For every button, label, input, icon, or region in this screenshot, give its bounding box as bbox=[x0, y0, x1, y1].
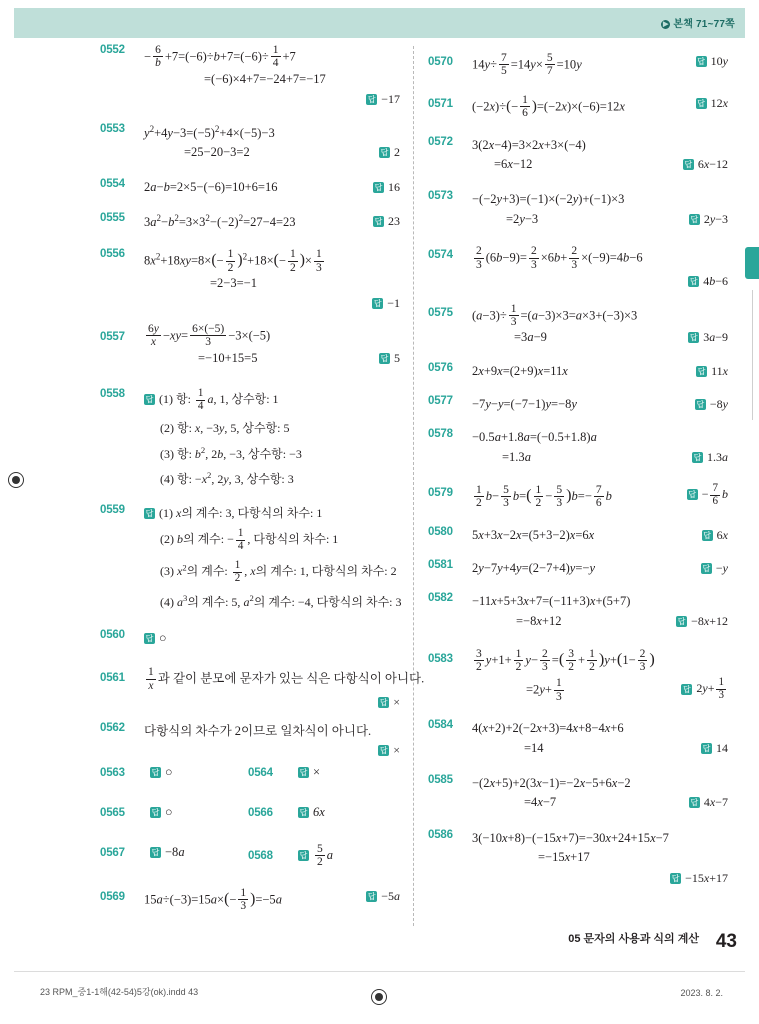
answer-badge: 답 bbox=[145, 395, 154, 405]
item-body: $\frac{2}{3}$ (6b−9)= $\frac{2}{3}$ ×6b+ $\frac{2}{3}$ ×(−9)=4b−6 답 4b−6 bbox=[476, 245, 728, 288]
answer-badge: 답 bbox=[702, 563, 711, 573]
answer-badge: 답 bbox=[145, 633, 154, 643]
answer-badge: 답 bbox=[380, 148, 389, 158]
item-body: $8x^2+18xy=8\times(-$ $\frac{1}{2}$ )$^2$+18×(− $\frac{1}{2}$ )× $\frac{1}{3}$ =2−3=−1 답 −1 bbox=[144, 248, 400, 311]
item-number: 0583 bbox=[428, 653, 453, 666]
solution-item bbox=[428, 136, 728, 175]
header-reference: ▶ 본책 71~77쪽 bbox=[663, 19, 735, 30]
item-number: 0568 bbox=[248, 850, 273, 863]
item-body: $\frac{3}{2}$ y+1+ $\frac{1}{2}$ y− $\frac{2}{3}$ =( $\frac{3}{2}$ + $\frac{1}{2}$ )y+(1− $\frac{2}{3}$ ) =2y+ $\frac{1}{3}$ 답 2y+ $\frac{1}{3}$ bbox=[476, 647, 724, 703]
item-body: − $\frac{6}{b}$ +7=(−6)÷b+7=(−6)÷ $\frac{1}{4}$ +7 =(−6)×4+7=−24+7=−17 답 −17 bbox=[144, 44, 400, 107]
item-number: 0558 bbox=[100, 388, 125, 401]
solution-item bbox=[100, 44, 400, 109]
item-body: 2y−7y+4y=(2−7+4)y=−y 답 −y bbox=[472, 560, 728, 575]
answer-badge: 답 bbox=[688, 490, 697, 500]
answer-badge: 답 bbox=[151, 848, 160, 858]
item-number: 0575 bbox=[428, 306, 453, 319]
answer-badge: 답 bbox=[151, 808, 160, 818]
item-body: 3(2x−4)=3×2x+3×(−4) =6x−12 답 6x−12 bbox=[472, 137, 728, 171]
item-number: 0574 bbox=[428, 249, 453, 262]
answer-badge: 답 bbox=[373, 299, 382, 309]
item-body: 2a−b=2×5−(−6)=10+6=16 답 16 bbox=[144, 180, 400, 195]
item-body: −7y−y=(−7−1)y=−8y 답 −8y bbox=[472, 397, 728, 412]
item-number: 0579 bbox=[428, 487, 453, 500]
right-column bbox=[428, 44, 728, 897]
registration-mark-bottom bbox=[371, 989, 387, 1005]
solution-item bbox=[100, 721, 400, 758]
side-tab-marker bbox=[745, 247, 759, 279]
item-body: 15a÷(−3)=15a×(− $\frac{1}{3}$ )=−5a 답 −5a bbox=[144, 887, 400, 913]
item-number: 0566 bbox=[248, 807, 273, 820]
item-number: 0582 bbox=[428, 592, 453, 605]
answer-badge: 답 bbox=[696, 400, 705, 410]
item-body: −0.5a+1.8a=(−0.5+1.8)a =1.3a 답 1.3a bbox=[472, 430, 728, 464]
answer-badge: 답 bbox=[697, 366, 706, 376]
answer-badge: 답 bbox=[697, 98, 706, 108]
solution-item bbox=[428, 52, 728, 78]
item-number: 0553 bbox=[100, 122, 125, 135]
item-body: −(−2y+3)=(−1)×(−2y)+(−1)×3 =2y−3 답 2y−3 bbox=[472, 192, 728, 226]
solution-item bbox=[428, 303, 728, 348]
item-number: 0577 bbox=[428, 395, 453, 408]
solution-item bbox=[428, 526, 728, 545]
solution-item bbox=[428, 592, 728, 631]
answer-badge: 답 bbox=[684, 160, 693, 169]
item-number: 0567 bbox=[100, 847, 125, 860]
solution-item bbox=[428, 559, 728, 578]
answer-badge: 답 bbox=[299, 851, 308, 861]
answer-badge: 답 bbox=[380, 353, 389, 363]
item-body: 5x+3x−2x=(5+3−2)x=6x 답 6x bbox=[472, 527, 728, 542]
item-body: $\frac{6y}{x}$ −xy= $\frac{6\times(-5)}{3}$ −3×(−5) =−10+15=5 답 5 bbox=[148, 322, 400, 365]
item-number: 0561 bbox=[100, 672, 125, 685]
solution-item bbox=[428, 362, 728, 381]
answer-badge: 답 bbox=[703, 530, 712, 540]
solution-item bbox=[100, 248, 400, 313]
answer-badge: 답 bbox=[379, 746, 388, 756]
solution-item bbox=[428, 428, 728, 467]
answer-badge: 답 bbox=[145, 509, 154, 519]
answer-badge: 답 bbox=[677, 616, 686, 626]
item-number: 0572 bbox=[428, 135, 453, 148]
solution-item-pair: 0565 답 ○ 0566 답 6x bbox=[100, 805, 325, 820]
item-body: 2x+9x=(2+9)x=11x 답 11x bbox=[472, 363, 728, 378]
item-body: 4(x+2)+2(−2x+3)=4x+8−4x+6 =14 답 14 bbox=[472, 721, 728, 755]
item-number: 0571 bbox=[428, 97, 453, 110]
item-body: 다항식의 차수가 2이므로 일차식이 아니다. 답 × bbox=[144, 723, 400, 758]
item-body: (−2x)÷(− $\frac{1}{6}$ )=(−2x)×(−6)=12x 답 12x bbox=[472, 93, 728, 120]
item-number: 0562 bbox=[100, 721, 125, 734]
answer-badge: 답 bbox=[702, 743, 711, 753]
answer-badge: 답 bbox=[151, 768, 160, 778]
item-body: 답 ○ bbox=[145, 630, 167, 645]
item-number: 0585 bbox=[428, 774, 453, 787]
solution-item bbox=[100, 178, 400, 197]
item-number: 0570 bbox=[428, 56, 453, 68]
item-number: 0580 bbox=[428, 525, 453, 538]
answer-badge: 답 bbox=[299, 808, 308, 818]
item-body: −(2x+5)+2(3x−1)=−2x−5+6x−2 =4x−7 답 4x−7 bbox=[472, 776, 728, 810]
item-number: 0563 bbox=[100, 767, 125, 780]
answer-badge: 답 bbox=[374, 183, 383, 193]
item-body: $\frac{1}{2}$ b− $\frac{5}{3}$ b=( $\frac{1}{2}$ − $\frac{5}{3}$ )b=− $\frac{7}{6}$ b 답 − $\frac{7}{6}$ b bbox=[476, 482, 728, 510]
solution-item bbox=[428, 94, 728, 120]
header-band bbox=[14, 8, 745, 38]
solution-item bbox=[100, 504, 400, 611]
left-column bbox=[100, 44, 425, 923]
solution-item bbox=[100, 629, 400, 648]
answer-badge: 답 bbox=[671, 873, 680, 883]
solution-item bbox=[428, 395, 728, 414]
footer-divider bbox=[14, 971, 745, 972]
answer-badge: 답 bbox=[367, 95, 376, 105]
answer-badge: 답 bbox=[693, 452, 702, 462]
answer-badge: 답 bbox=[690, 798, 699, 808]
item-body: $y^2+4y-3=(-5)^2+4\times(-5)-3$ =25−20−3=2 답 2 bbox=[144, 123, 400, 160]
item-number: 0565 bbox=[100, 807, 125, 820]
column-divider bbox=[413, 46, 415, 926]
chapter-title: 05 문자의 사용과 식의 계산 bbox=[568, 933, 699, 945]
item-number: 0578 bbox=[428, 428, 453, 441]
solution-item bbox=[428, 829, 728, 887]
solution-item bbox=[428, 190, 728, 229]
item-number: 0554 bbox=[100, 178, 125, 191]
answer-badge: 답 bbox=[689, 333, 698, 343]
item-number: 0557 bbox=[100, 330, 125, 343]
answer-badge: 답 bbox=[683, 684, 691, 694]
item-number: 0581 bbox=[428, 558, 453, 571]
item-body: $\frac{1}{x}$ 과 같이 분모에 문자가 있는 식은 다항식이 아니다. 답 × bbox=[148, 666, 425, 710]
item-body: 답 (1) 항: $\frac{1}{4}$ a, 1, 상수항: 1 (2) 항: x, −3y, 5, 상수항: 5 (3) 항: $b^2$, 2b, −3, 상수항: −3 (4) 항: $-x^2$, 2y, 3, 상수항: 3 bbox=[145, 387, 302, 486]
solution-item bbox=[428, 774, 728, 813]
print-date-note: 2023. 8. 2. bbox=[680, 988, 723, 998]
item-body: $3a^2-b^2=3\times 3^2-(-2)^2=27-4=23$ 답 23 bbox=[144, 212, 400, 229]
page-number: 43 bbox=[715, 931, 737, 952]
answer-badge: 답 bbox=[697, 57, 706, 66]
item-body: 14y÷ $\frac{7}{5}$ =14y× $\frac{5}{7}$ =10y 답 10y bbox=[472, 52, 728, 78]
item-number: 0560 bbox=[100, 628, 125, 641]
solution-item bbox=[100, 123, 400, 163]
answer-badge: 답 bbox=[379, 698, 388, 708]
solution-item bbox=[100, 212, 400, 232]
side-rule bbox=[752, 290, 753, 420]
answer-badge: 답 bbox=[689, 276, 698, 286]
item-body: (a−3)÷ $\frac{1}{3}$ =(a−3)×3=a×3+(−3)×3 =3a−9 답 3a−9 bbox=[472, 302, 728, 345]
print-file-note: 23 RPM_중1-1해(42-54)5강(ok).indd 43 bbox=[40, 987, 199, 997]
solution-item-pair: 0567 답 −8a 0568 답 $\frac{5}{2}$ a bbox=[100, 843, 333, 869]
item-number: 0552 bbox=[100, 44, 125, 56]
solution-item bbox=[428, 647, 728, 703]
item-number: 0569 bbox=[100, 891, 125, 904]
arrow-icon: ▶ bbox=[663, 21, 669, 28]
solution-item bbox=[100, 323, 400, 368]
answer-badge: 답 bbox=[299, 768, 308, 778]
item-body: 답 (1) x의 계수: 3, 다항식의 차수: 1 (2) b의 계수: − $\frac{1}{4}$ , 다항식의 차수: 1 (3) $x^2$의 계수: $\frac{1}{2}$ , x의 계수: 1, 다항식의 차수: 2 (4) $a^3$의 계수: 5, $a^2$의 계수: −4, 다항식의 차수: 3 bbox=[145, 506, 402, 609]
item-number: 0584 bbox=[428, 719, 453, 732]
solution-item bbox=[428, 245, 728, 290]
item-number: 0559 bbox=[100, 504, 125, 517]
item-body: 3(−10x+8)−(−15x+7)=−30x+24+15x−7 =−15x+17 답 −15x+17 bbox=[472, 830, 728, 885]
item-number: 0556 bbox=[100, 248, 125, 261]
solution-item bbox=[100, 666, 425, 711]
item-number: 0573 bbox=[428, 190, 453, 203]
item-number: 0576 bbox=[428, 361, 453, 374]
answer-badge: 답 bbox=[690, 214, 699, 224]
item-number: 0555 bbox=[100, 211, 125, 224]
item-number: 0564 bbox=[248, 767, 273, 780]
item-number: 0586 bbox=[428, 828, 453, 841]
solution-item bbox=[100, 388, 400, 488]
solution-item-pair: 0563 답 ○ 0564 답 × bbox=[100, 765, 321, 780]
answer-badge: 답 bbox=[367, 892, 376, 902]
solution-item bbox=[428, 483, 728, 509]
registration-mark-left bbox=[8, 472, 24, 488]
solution-item bbox=[100, 887, 400, 913]
solution-item bbox=[428, 719, 728, 758]
item-body: −11x+5+3x+7=(−11+3)x+(5+7) =−8x+12 답 −8x+12 bbox=[472, 594, 728, 628]
answer-badge: 답 bbox=[374, 216, 383, 226]
